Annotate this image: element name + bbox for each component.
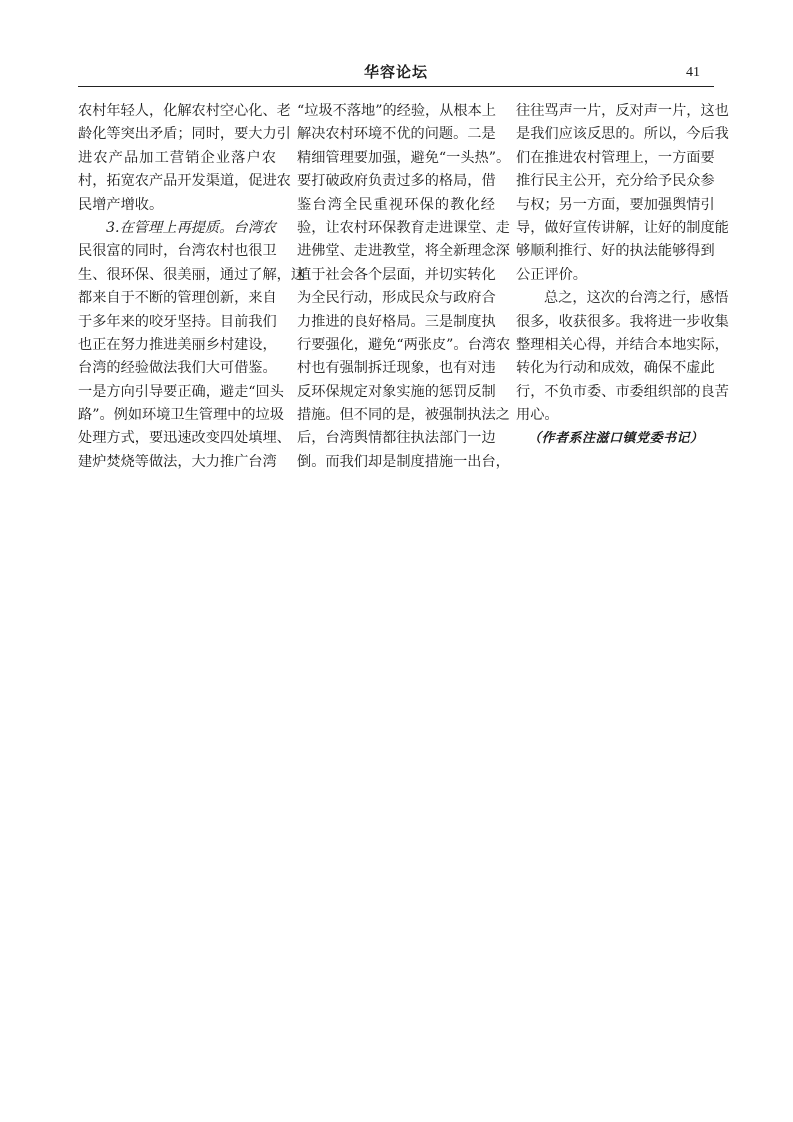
running-header	[78, 62, 714, 86]
text-line: 一是方向引导要正确，避走“回头	[78, 383, 284, 400]
text-line: 反环保规定对象实施的惩罚反制	[297, 383, 496, 400]
text-line: 是我们应该反思的。所以，今后我	[516, 126, 729, 143]
text-line: 转化为行动和成效，确保不虚此	[516, 360, 715, 377]
text-line: 公正评价。	[516, 266, 587, 283]
text-line: 生、很环保、很美丽，通过了解，这	[78, 266, 306, 283]
header-rule	[78, 86, 714, 87]
text-line: 解决农村环境不优的问题。二是	[297, 126, 496, 143]
text-line: 精细管理要加强，避免“一头热”。	[297, 149, 511, 166]
text-line: 村，拓宽农产品开发渠道，促进农	[78, 173, 291, 190]
text-line: 鉴台湾全民重视环保的教化经	[297, 196, 495, 213]
text-line: 进农产品加工营销企业落户农	[78, 149, 276, 166]
text-line: 台湾的经验做法我们大可借鉴。	[78, 360, 277, 377]
section-heading: 3.在管理上再提质。台湾农	[106, 219, 276, 236]
text-line: 力推进的良好格局。三是制度执	[297, 313, 496, 330]
text-line: 也正在努力推进美丽乡村建设，	[78, 336, 277, 353]
text-line: 行要强化，避免“两张皮”。台湾农	[297, 336, 511, 353]
text-column-3	[516, 100, 729, 451]
text-line: 们在推进农村管理上，一方面要	[516, 149, 715, 166]
text-line: 整理相关心得，并结合本地实际，	[516, 336, 729, 353]
text-column-2	[297, 100, 511, 474]
text-line: 措施。但不同的是，被强制执法之	[297, 407, 510, 424]
text-line: 倒。而我们却是制度措施一出台，	[297, 453, 510, 470]
text-line: 进佛堂、走进教堂，将全新理念深	[297, 243, 510, 260]
text-line: 村也有强制拆迁现象，也有对违	[297, 360, 496, 377]
text-line: 够顺利推行、好的执法能够得到	[516, 243, 715, 260]
text-line: 植于社会各个层面，并切实转化	[297, 266, 496, 283]
text-line: 建炉焚烧等做法，大力推广台湾	[78, 453, 277, 470]
text-line: 龄化等突出矛盾；同时，要大力引	[78, 126, 291, 143]
text-column-1	[78, 100, 306, 474]
text-line: 用心。	[516, 407, 559, 424]
text-line: 于多年来的咬牙坚持。目前我们	[78, 313, 277, 330]
author-byline: （作者系注滋口镇党委书记）	[528, 431, 704, 447]
text-line: 民很富的同时，台湾农村也很卫	[78, 243, 277, 260]
text-line: 总之，这次的台湾之行，感悟	[544, 290, 729, 307]
text-line: 都来自于不断的管理创新，来自	[78, 290, 277, 307]
text-line: 往往骂声一片，反对声一片，这也	[516, 103, 729, 119]
text-line: 与权；另一方面，要加强舆情引	[516, 196, 715, 213]
text-line: 民增产增收。	[78, 196, 164, 213]
text-line: 行，不负市委、市委组织部的良苦	[516, 383, 729, 400]
text-line: 推行民主公开，充分给予民众参	[516, 173, 715, 190]
text-line: 农村年轻人，化解农村空心化、老	[78, 103, 291, 119]
text-line: 要打破政府负责过多的格局，借	[297, 173, 496, 190]
text-line: “垃圾不落地”的经验，从根本上	[297, 103, 496, 119]
text-line: 很多，收获很多。我将进一步收集	[516, 313, 729, 330]
text-line: 验，让农村环保教育走进课堂、走	[297, 219, 510, 236]
text-line: 处理方式，要迅速改变四处填埋、	[78, 430, 291, 447]
journal-title: 华容论坛	[363, 63, 428, 81]
text-line: 为全民行动，形成民众与政府合	[297, 290, 496, 307]
text-line: 路”。例如环境卫生管理中的垃圾	[78, 407, 284, 424]
text-line: 导，做好宣传讲解，让好的制度能	[516, 219, 729, 236]
page-number: 41	[686, 65, 700, 80]
text-line: 后，台湾舆情都往执法部门一边	[297, 430, 496, 447]
